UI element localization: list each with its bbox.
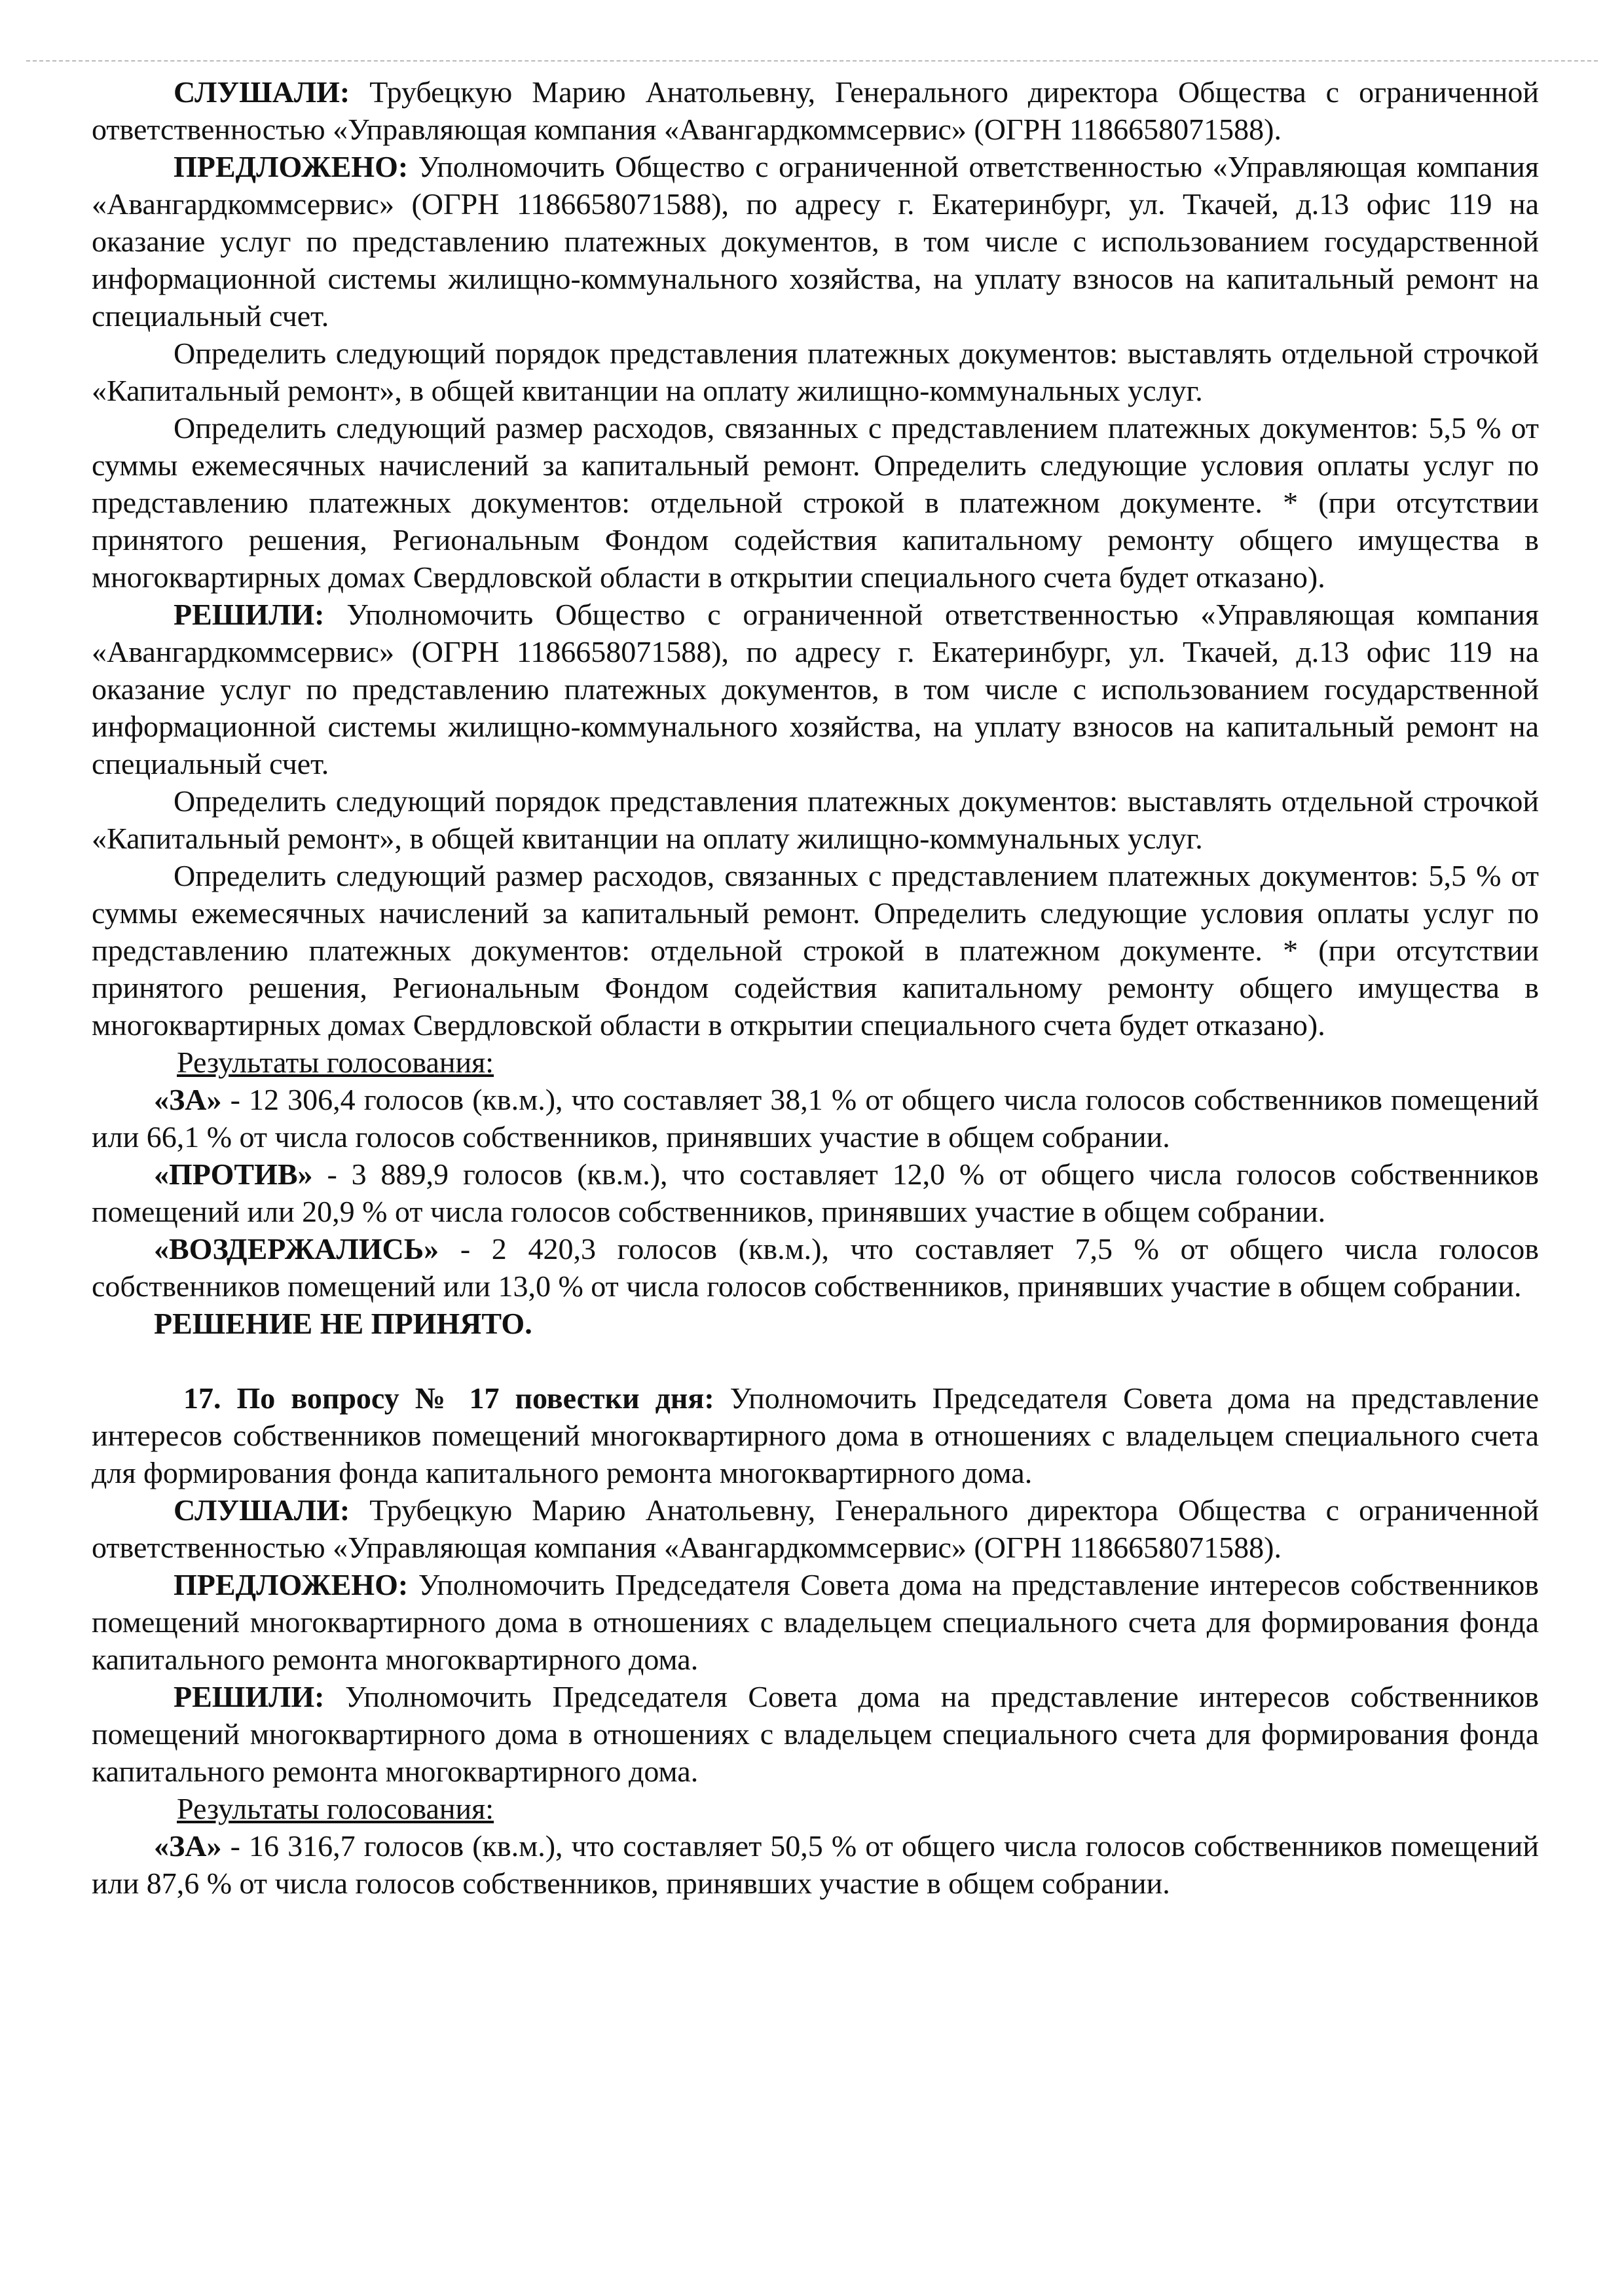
decided-paragraph <box>92 596 1539 782</box>
proposed-label: ПРЕДЛОЖЕНО: <box>174 150 409 183</box>
question-17-paragraph <box>92 1379 1539 1491</box>
heard-label-17: СЛУШАЛИ: <box>174 1493 350 1527</box>
results-title-text: Результаты голосования: <box>177 1046 494 1079</box>
decided-text-17: Уполномочить Председателя Совета дома на представление интересов собственников помещений многоквартирного дома в отношениях с владельцем специального счета для формирования фонда капитального ремонта многоквартирного дома. <box>92 1680 1539 1788</box>
results-title <box>92 1044 1539 1081</box>
vote-for-17 <box>92 1827 1539 1902</box>
decided-expenses-paragraph: Определить следующий размер расходов, связанных с представлением платежных документов: 5,5 % от суммы ежемесячных начислений за капитальный ремонт. Определить следующие условия оплаты услуг по представлению платежных документов: отдельной строкой в платежном документе. * (при отсутствии принятого решения, Региональным Фондом содействия капитальному ремонту общего имущества в многоквартирных домах Свердловской области в открытии специального счета будет отказано). <box>92 859 1539 1042</box>
results-title-text-17: Результаты голосования: <box>177 1792 494 1825</box>
vote-for-text: - 12 306,4 голосов (кв.м.), что составляет 38,1 % от общего числа голосов собственников помещений или 66,1 % от числа голосов собственников, принявших участие в общем собрании. <box>92 1083 1539 1154</box>
vote-against <box>92 1156 1539 1230</box>
decided-paragraph-17 <box>92 1678 1539 1790</box>
proposed-paragraph-17 <box>92 1566 1539 1678</box>
document-body <box>92 73 1539 1902</box>
proposed-order-paragraph: Определить следующий порядок представления платежных документов: выставлять отдельной строчкой «Капитальный ремонт», в общей квитанции на оплату жилищно-коммунальных услуг. <box>92 337 1539 407</box>
vote-abstain-label: «ВОЗДЕРЖАЛИСЬ» <box>154 1232 439 1266</box>
vote-for-label-17: «ЗА» <box>154 1829 222 1863</box>
question-17-label: 17. По вопросу № 17 повестки дня: <box>183 1381 714 1415</box>
vote-against-text: - 3 889,9 голосов (кв.м.), что составляет 12,0 % от общего числа голосов собственников помещений или 20,9 % от числа голосов собственников, принявших участие в общем собрании. <box>92 1157 1539 1228</box>
scan-artifact-line <box>26 60 1598 62</box>
vote-for-text-17: - 16 316,7 голосов (кв.м.), что составляет 50,5 % от общего числа голосов собственников помещений или 87,6 % от числа голосов собственников, принявших участие в общем собрании. <box>92 1829 1539 1900</box>
heard-paragraph-17 <box>92 1491 1539 1566</box>
proposed-expenses-paragraph: Определить следующий размер расходов, связанных с представлением платежных документов: 5,5 % от суммы ежемесячных начислений за капитальный ремонт. Определить следующие условия оплаты услуг по представлению платежных документов: отдельной строкой в платежном документе. * (при отсутствии принятого решения, Региональным Фондом содействия капитальному ремонту общего имущества в многоквартирных домах Свердловской области в открытии специального счета будет отказано). <box>92 411 1539 594</box>
decided-label-17: РЕШИЛИ: <box>174 1680 325 1713</box>
vote-abstain <box>92 1230 1539 1305</box>
heard-paragraph <box>92 73 1539 148</box>
decision-result: РЕШЕНИЕ НЕ ПРИНЯТО. <box>154 1307 532 1340</box>
decided-text: Уполномочить Общество с ограниченной ответственностью «Управляющая компания «Авангардкоммсервис» (ОГРН 1186658071588), по адресу г. Екатеринбург, ул. Ткачей, д.13 офис 119 на оказание услуг по представлению платежных документов, в том числе с использованием государственной информационной системы жилищно-коммунального хозяйства, на уплату взносов на капитальный ремонт на специальный счет. <box>92 598 1539 780</box>
proposed-label-17: ПРЕДЛОЖЕНО: <box>174 1568 409 1601</box>
vote-for-label: «ЗА» <box>154 1083 222 1116</box>
results-title-17 <box>92 1790 1539 1827</box>
section-gap <box>92 1342 1539 1379</box>
question-17-text: Уполномочить Председателя Совета дома на представление интересов собственников помещений многоквартирного дома в отношениях с владельцем специального счета для формирования фонда капитального ремонта многоквартирного дома. <box>92 1381 1540 1489</box>
heard-text: Трубецкую Марию Анатольевну, Генерального директора Общества с ограниченной ответственностью «Управляющая компания «Авангардкоммсервис» (ОГРН 1186658071588). <box>92 75 1539 146</box>
proposed-paragraph <box>92 148 1539 335</box>
vote-against-label: «ПРОТИВ» <box>154 1157 313 1191</box>
proposed-text-17: Уполномочить Председателя Совета дома на представление интересов собственников помещений многоквартирного дома в отношениях с владельцем специального счета для формирования фонда капитального ремонта многоквартирного дома. <box>92 1568 1539 1676</box>
vote-abstain-text: - 2 420,3 голосов (кв.м.), что составляет 7,5 % от общего числа голосов собственников помещений или 13,0 % от числа голосов собственников, принявших участие в общем собрании. <box>92 1232 1539 1303</box>
proposed-text: Уполномочить Общество с ограниченной ответственностью «Управляющая компания «Авангардкоммсервис» (ОГРН 1186658071588), по адресу г. Екатеринбург, ул. Ткачей, д.13 офис 119 на оказание услуг по представлению платежных документов, в том числе с использованием государственной информационной системы жилищно-коммунального хозяйства, на уплату взносов на капитальный ремонт на специальный счет. <box>92 150 1539 333</box>
heard-label: СЛУШАЛИ: <box>174 75 350 109</box>
heard-text-17: Трубецкую Марию Анатольевну, Генерального директора Общества с ограниченной ответственностью «Управляющая компания «Авангардкоммсервис» (ОГРН 1186658071588). <box>92 1493 1539 1564</box>
vote-for <box>92 1081 1539 1156</box>
decided-order-paragraph: Определить следующий порядок представления платежных документов: выставлять отдельной строчкой «Капитальный ремонт», в общей квитанции на оплату жилищно-коммунальных услуг. <box>92 784 1539 855</box>
decided-label: РЕШИЛИ: <box>174 598 325 631</box>
